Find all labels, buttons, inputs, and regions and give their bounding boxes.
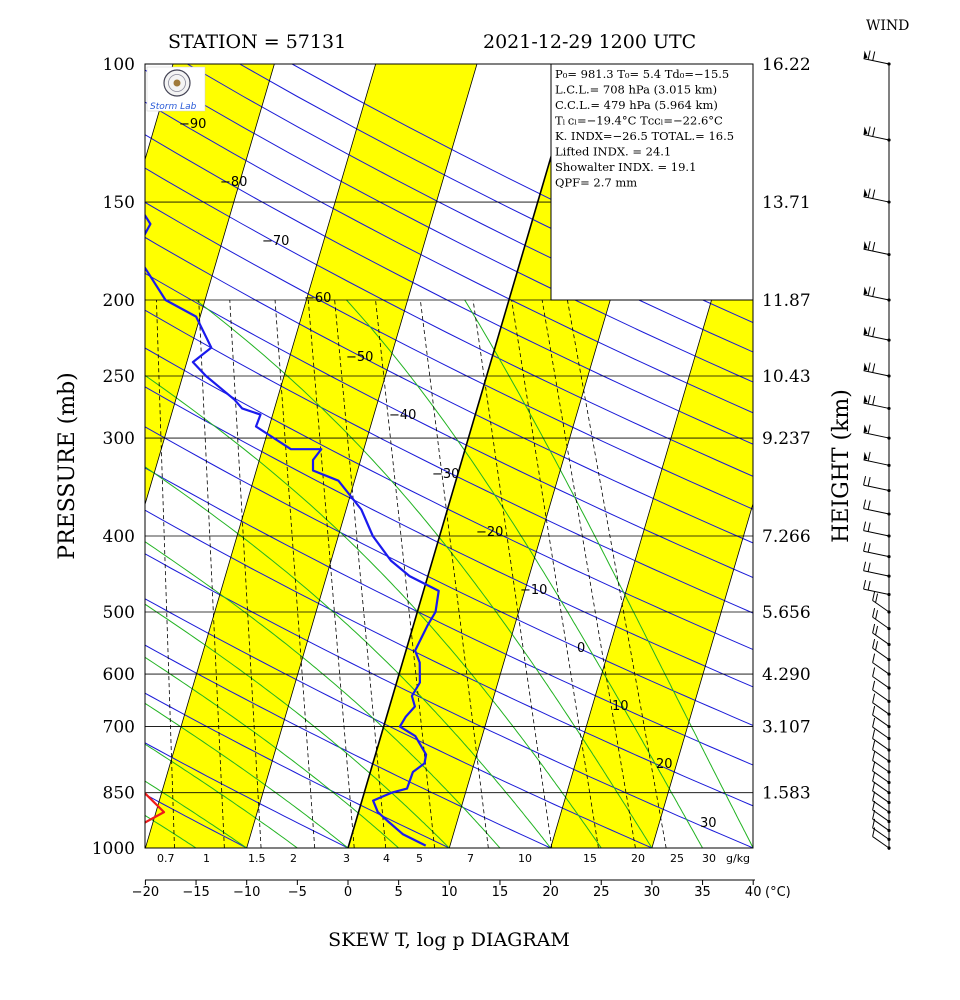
pressure-tick-label: 850 [102,783,135,804]
wind-barb-shaft [873,810,889,821]
isotherm-label: −30 [432,467,460,482]
height-tick-label: 7.266 [762,527,811,548]
wind-barb-feather [873,328,875,337]
wind-barb-shaft [864,460,889,465]
isotherm-line [951,64,960,865]
pressure-tick-label: 700 [102,717,135,738]
wind-barb-feather [876,610,878,619]
wind-title: WIND [866,18,910,34]
wind-barb-feather [868,501,870,510]
wind-barb-feather [873,730,875,739]
temp-tick-label: −20 [131,885,160,900]
wind-barb-feather [868,51,870,60]
info-line: Tₗ ᴄₗ=−19.4°C Tᴄᴄₗ=−22.6°C [555,113,723,128]
wind-barb-feather [868,425,870,434]
wind-barb-flag [864,363,868,371]
mixing-ratio-label: 0.7 [157,852,175,865]
wind-barb-feather [876,594,878,603]
wind-barb-shaft [864,551,889,556]
wind-barb-feather [864,500,866,509]
wind-barb-shaft [873,676,889,687]
temp-tick-label: 15 [491,885,509,900]
info-line: C.C.L.= 479 hPa (5.964 km) [555,98,718,112]
wind-barb-feather [873,364,875,373]
height-tick-label: 10.43 [762,366,811,387]
wind-barb-shaft [873,633,889,644]
wind-barb-shaft [873,761,889,772]
wind-barb-feather [873,667,875,676]
wind-barb-shaft [873,791,889,802]
mixing-ratio-label: 7 [467,852,474,865]
wind-barb-feather [873,681,875,690]
wind-barb-feather [868,189,870,198]
wind-barb-shaft [864,295,889,300]
wind-barb-feather [868,287,870,296]
mixing-ratio-label: 2 [290,852,297,865]
wind-barb-flag [864,51,868,59]
wind-barb-feather [873,624,875,633]
info-line: K. INDX=−26.5 TOTAL.= 16.5 [555,129,735,143]
info-line: P₀= 981.3 T₀= 5.4 Td₀=−15.5 [555,67,730,81]
wind-barb-feather [868,395,870,404]
temp-tick-label: 10 [441,885,458,900]
wind-barb-feather [873,752,875,761]
wind-barb-feather [873,242,875,251]
wind-barb-feather [873,772,875,781]
temp-tick-label: −15 [182,885,210,900]
wind-barb-feather [868,543,870,552]
height-tick-label: 13.71 [762,193,811,214]
wind-barb-shaft [873,690,889,701]
temp-tick-label: 40 [744,885,762,900]
isotherm-line [850,64,960,865]
wind-barb-flag [864,241,868,249]
wind-barb-shaft [873,617,889,628]
isotherm-label: 10 [612,699,629,714]
pressure-tick-label: 400 [102,527,135,548]
temp-tick-label: 35 [694,885,711,900]
wind-barb-shaft [873,750,889,761]
isotherm-band [748,64,960,865]
wind-barb-feather [868,363,870,372]
pressure-tick-label: 250 [102,366,135,387]
wind-barb-feather [873,654,875,663]
wind-barb-feather [868,523,870,532]
wind-barb-flag [864,395,868,403]
pressure-tick-label: 100 [102,55,135,75]
isotherm-label: −40 [389,408,417,423]
wind-barb-feather [873,792,875,801]
wind-barb-feather [864,522,866,531]
wind-barb-feather [864,580,866,589]
wind-barb-shaft [864,335,889,340]
isotherm-label: 20 [656,757,673,772]
isotherm-label: −90 [179,117,207,132]
pressure-tick-label: 600 [102,665,135,686]
mixing-ratio-label: 20 [631,852,645,865]
height-tick-label: 3.107 [762,717,811,738]
temp-tick-label: 0 [343,885,353,900]
temp-unit-label: (°C) [765,885,791,900]
diagram-title: SKEW T, log p DIAGRAM [328,929,570,951]
wind-barb-feather [873,592,875,601]
wind-barb-feather [873,608,875,617]
mixing-ratio-label: 5 [416,852,423,865]
wind-barb-shaft [864,59,889,64]
wind-barb-feather [873,782,875,791]
wind-barb-shaft [864,433,889,438]
mixing-ratio-label: 4 [383,852,390,865]
info-line: L.C.L.= 708 hPa (3.015 km) [555,82,718,97]
station-title: STATION = 57131 [168,31,347,53]
temp-tick-label: 25 [592,885,610,900]
wind-barb-shaft [864,197,889,202]
wind-barb-shaft [873,739,889,750]
wind-barb-shaft [873,801,889,812]
height-tick-label: 16.22 [762,55,811,75]
wind-barb-feather [873,52,875,61]
temp-tick-label: 20 [542,885,559,900]
wind-barb-feather [868,581,870,590]
wind-barb-feather [873,706,875,715]
dew-point-line [0,202,164,839]
pressure-tick-label: 500 [102,602,135,623]
isotherm-label: −80 [220,175,248,190]
pressure-tick-label: 300 [102,429,135,450]
wind-barb-feather [864,562,866,571]
wind-barb-feather [864,476,866,485]
height-ticks [762,55,811,804]
temp-tick-label: −10 [232,885,261,900]
info-line: Showalter INDX. = 19.1 [555,160,697,174]
pressure-ticks [92,55,135,859]
height-tick-label: 4.290 [762,665,811,686]
plot-area [0,64,960,865]
wind-barb-feather [873,639,875,648]
wind-profile [864,51,891,850]
mixing-ratio-label: 3 [343,852,350,865]
mixing-ratio-label: 1.5 [248,852,266,865]
wind-barb-flag [864,327,868,335]
wind-barb-feather [876,641,878,650]
mixing-ratio-label: g/kg [726,852,751,865]
wind-barb-feather [873,741,875,750]
height-tick-label: 9.237 [762,429,811,450]
pressure-tick-label: 1000 [91,839,135,859]
info-line: QPF= 2.7 mm [555,175,638,190]
mixing-ratio-label: 15 [583,852,597,865]
height-tick-label: 5.656 [762,602,811,623]
wind-barb-feather [868,477,870,486]
logo-text: Storm Lab [150,102,197,112]
wind-barb-feather [873,694,875,703]
mixing-ratio-label: 10 [518,852,532,865]
wind-barb-flag [864,189,868,197]
isotherm-label: −50 [346,350,374,365]
wind-barb-shaft [873,715,889,726]
wind-barb-flag [864,127,868,135]
wind-barb-feather [864,542,866,551]
isotherm-label: 0 [577,641,586,656]
isotherm-label: 30 [700,816,717,831]
wind-barb-feather [868,452,870,461]
wind-barb-shaft [864,589,889,594]
info-line: Lifted INDX. = 24.1 [555,144,672,159]
height-axis-label: HEIGHT (km) [829,389,854,543]
temp-tick-label: −5 [287,885,307,900]
pressure-tick-label: 150 [102,193,135,214]
wind-barb-shaft [873,819,889,830]
mixing-ratio-label: 30 [702,852,716,865]
mixing-ratio-labels [157,852,750,865]
isotherm-line [748,64,960,865]
wind-barb-feather [873,190,875,199]
pressure-axis-label: PRESSURE (mb) [55,372,80,560]
wind-barb-feather [873,288,875,297]
wind-barb-feather [876,626,878,635]
height-tick-label: 11.87 [762,291,811,312]
datetime-title: 2021-12-29 1200 UTC [483,31,697,53]
wind-barb-feather [868,327,870,336]
pressure-tick-label: 200 [102,291,135,312]
wind-barb-shaft [873,703,889,714]
wind-barb-shaft [864,135,889,140]
wind-barb-feather [873,762,875,771]
height-tick-label: 1.583 [762,783,811,804]
wind-barb-feather [873,718,875,727]
wind-barb-shaft [864,371,889,376]
wind-barb-shaft [873,727,889,738]
isotherm-label: −20 [476,525,504,540]
wind-barb-flag [864,452,868,460]
mixing-ratio-label: 25 [670,852,684,865]
wind-barb-feather [868,563,870,572]
temperature-ticks [132,880,762,900]
isotherm-label: −60 [304,291,332,306]
isotherm-band [951,64,960,865]
wind-barb-feather [873,128,875,137]
wind-barb-shaft [864,571,889,576]
isotherm-label: −70 [262,234,290,249]
temp-tick-label: 5 [394,885,403,900]
wind-barb-feather [868,241,870,250]
isotherm-label: −10 [520,583,548,598]
wind-barb-shaft [864,249,889,254]
temp-tick-label: 30 [643,885,661,900]
wind-barb-flag [864,287,868,295]
wind-barb-shaft [873,771,889,782]
wind-barb-shaft [864,531,889,536]
wind-barb-shaft [864,485,889,490]
wind-barb-feather [873,396,875,405]
wind-barb-shaft [864,509,889,514]
wind-barb-feather [868,127,870,136]
wind-barb-shaft [873,601,889,612]
wind-barb-shaft [873,663,889,674]
wind-barb-flag [864,425,868,433]
mixing-ratio-label: 1 [203,852,210,865]
wind-barb-shaft [873,781,889,792]
wind-barb-shaft [864,403,889,408]
